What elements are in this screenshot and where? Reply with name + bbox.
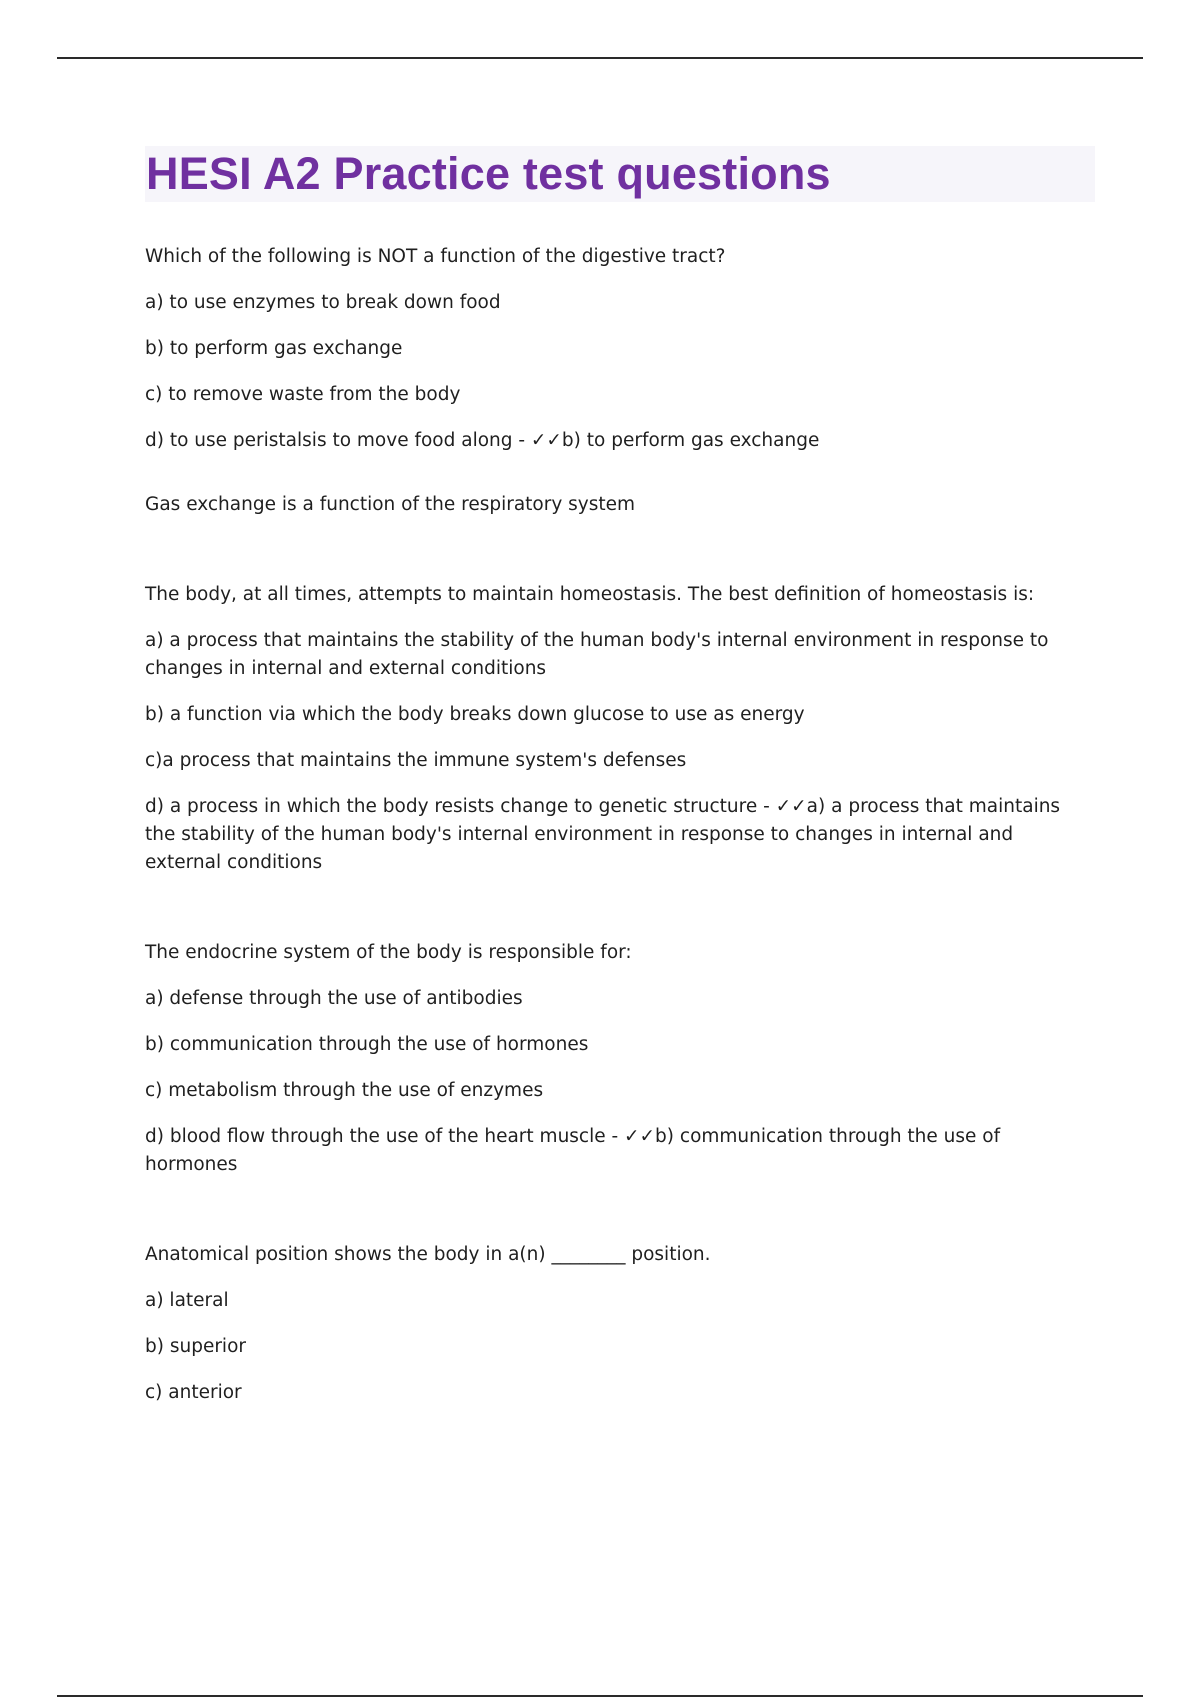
question-1-text: Which of the following is NOT a function of the digestive tract? bbox=[145, 246, 726, 267]
footer-rule bbox=[57, 1695, 1143, 1697]
question-1-option-d-answer: d) to use peristalsis to move food along - ✓✓b) to perform gas exchange bbox=[145, 430, 820, 451]
question-2-text: The body, at all times, attempts to maintain homeostasis. The best definition of homeostasis is: bbox=[145, 584, 1035, 605]
question-4-option-a: a) lateral bbox=[145, 1290, 229, 1311]
section-gap bbox=[145, 1197, 1095, 1241]
section-gap bbox=[145, 895, 1095, 939]
title-band bbox=[145, 146, 1095, 202]
question-3-option-d-answer: d) blood flow through the use of the heart muscle - ✓✓b) communication through the use of hormones bbox=[145, 1126, 1001, 1175]
question-1-option-b: b) to perform gas exchange bbox=[145, 338, 403, 359]
question-2-option-b: b) a function via which the body breaks down glucose to use as energy bbox=[145, 704, 805, 725]
question-3-option-b: b) communication through the use of hormones bbox=[145, 1034, 589, 1055]
question-2-option-d-answer: d) a process in which the body resists change to genetic structure - ✓✓a) a process that maintains the stability of the human body's internal environment in response to changes in internal and external conditions bbox=[145, 796, 1061, 873]
question-2-option-c: c)a process that maintains the immune system's defenses bbox=[145, 750, 687, 771]
question-2-option-a: a) a process that maintains the stability of the human body's internal environment in response to changes in internal and external conditions bbox=[145, 630, 1049, 679]
question-3-option-c: c) metabolism through the use of enzymes bbox=[145, 1080, 544, 1101]
question-1-explanation: Gas exchange is a function of the respiratory system bbox=[145, 494, 636, 515]
header-rule bbox=[57, 57, 1143, 59]
question-3-option-a: a) defense through the use of antibodies bbox=[145, 988, 523, 1009]
section-gap bbox=[145, 537, 1095, 581]
question-4-option-c: c) anterior bbox=[145, 1382, 242, 1403]
question-1-option-a: a) to use enzymes to break down food bbox=[145, 292, 501, 313]
document-body bbox=[145, 146, 1095, 1425]
question-1-option-c: c) to remove waste from the body bbox=[145, 384, 461, 405]
question-4-text: Anatomical position shows the body in a(n) ________ position. bbox=[145, 1244, 711, 1265]
question-3-text: The endocrine system of the body is responsible for: bbox=[145, 942, 632, 963]
page-title: HESI A2 Practice test questions bbox=[146, 148, 831, 199]
question-4-option-b: b) superior bbox=[145, 1336, 247, 1357]
